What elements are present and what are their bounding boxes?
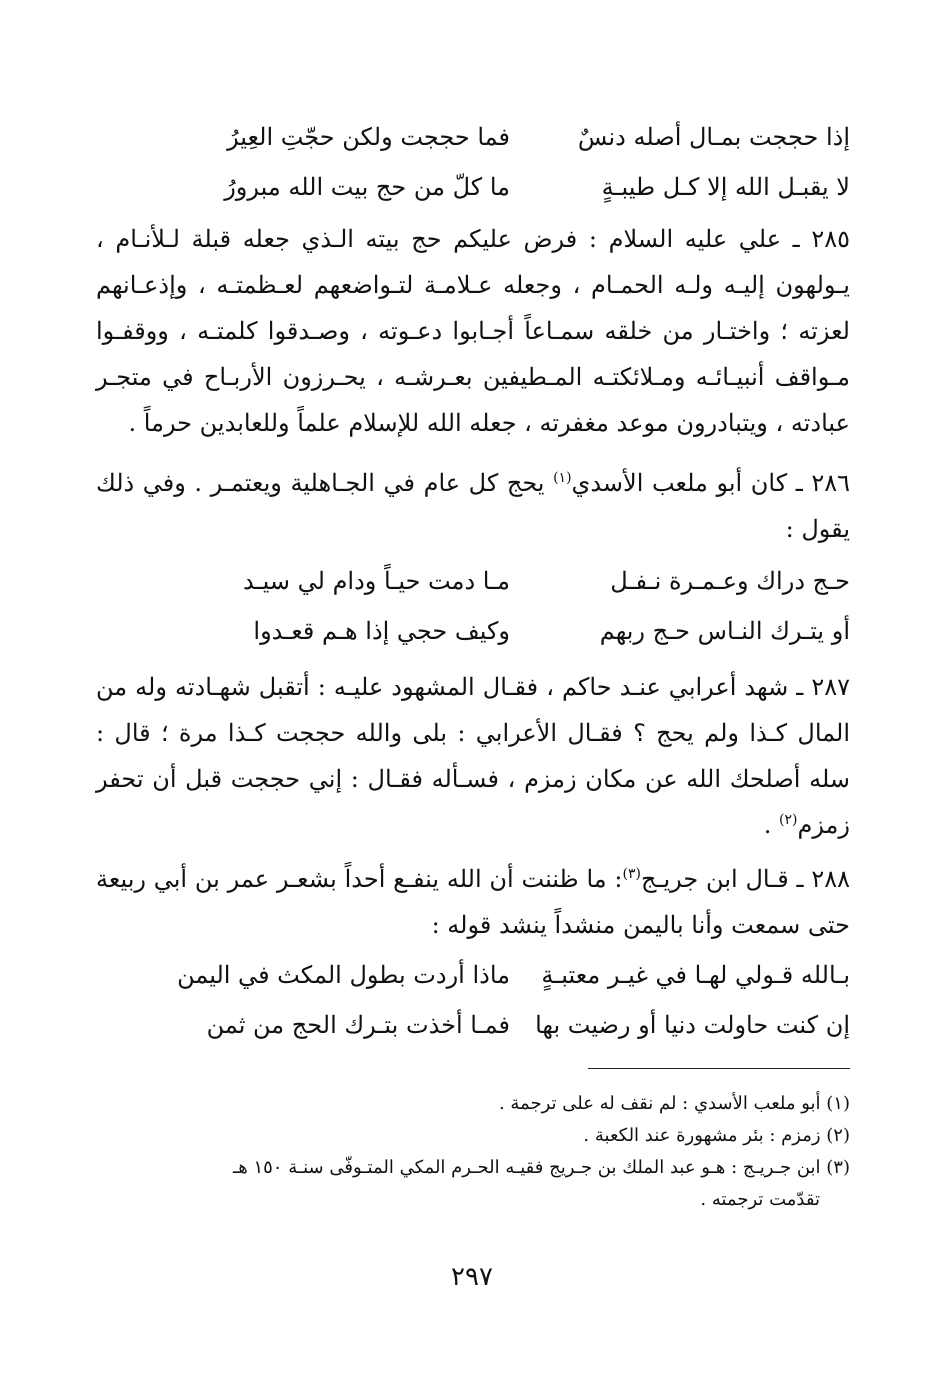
verse-first-hemistich: إذا حججت بمـال أصله دنسٌ xyxy=(577,123,850,151)
verse-first-hemistich: بـالله قـولي لهـا في غيـر معتبـةٍ xyxy=(541,961,850,989)
verse-first-hemistich: أو يتـرك النـاس حـج ربهم xyxy=(599,617,850,645)
verse-row xyxy=(96,606,850,656)
verse-second-hemistich: مـا دمت حيـاً ودام لي سيـد xyxy=(243,567,510,595)
verse-second-hemistich: فما حججت ولكن حجّتِ العِيرُ xyxy=(227,123,510,151)
verse-row xyxy=(96,162,850,212)
poem-3 xyxy=(96,950,850,1050)
paragraph-text xyxy=(96,856,850,948)
footnotes xyxy=(96,1088,850,1216)
paragraph-text-part: يحج كل عام في الجـاهلية ويعتمـر . وفي ذلك يقول : xyxy=(96,469,850,543)
verse-row xyxy=(96,950,850,1000)
verse-row xyxy=(96,112,850,162)
footnote-3: (٣) ابن جـريـج : هـو عبد الملك بن جـريج فقيـه الحـرم المكي المتـوفّى سنـة ١٥٠ هـ xyxy=(232,1157,850,1178)
paragraph-text-part: ٢٨٦ ـ كان أبو ملعب الأسدي xyxy=(571,469,850,497)
paragraph-text xyxy=(96,460,850,552)
verse-second-hemistich: ما كلّ من حج بيت الله مبرورُ xyxy=(224,173,510,201)
footnote-2: (٢) زمزم : بئر مشهورة عند الكعبة . xyxy=(583,1125,850,1146)
paragraph-text-part: : ما ظننت أن الله ينفـع أحداً بشعـر عمر بن أبي ربيعة حتى سمعت وأنا باليمن منشداً ينشد قوله : xyxy=(96,865,850,939)
footnote-3-continuation: تقدّمت ترجمته . xyxy=(700,1189,820,1210)
paragraph-text xyxy=(96,664,850,848)
verse-first-hemistich: حـج دراك وعـمـرة نـفـل xyxy=(610,567,850,595)
page-number: ٢٩٧ xyxy=(451,1262,493,1292)
paragraph-287 xyxy=(96,664,850,848)
poem-1 xyxy=(96,112,850,212)
verse-first-hemistich: لا يقبـل الله إلا كـل طيبـةٍ xyxy=(601,173,850,201)
verse-second-hemistich: فمـا أخذت بتـرك الحج من ثمن xyxy=(206,1011,510,1039)
footnote-1: (١) أبو ملعب الأسدي : لم نقف له على ترجمة . xyxy=(498,1093,850,1114)
footnote-ref: (١) xyxy=(553,470,572,486)
paragraph-285 xyxy=(96,216,850,446)
paragraph-text-part: ٢٨٨ ـ قـال ابن جريـج xyxy=(640,865,850,893)
footnote-divider xyxy=(588,1068,850,1069)
poem-2 xyxy=(96,556,850,656)
footnote-ref: (٢) xyxy=(778,812,798,828)
paragraph-text: ٢٨٥ ـ علي عليه السلام : فرض عليكم حج بيته الـذي جعله قبلة لـلأنـام ، يـولهون إليـه ولـه الحمـام ، وجعله عـلامـة لتـواضعهم لعـظمتـه ، وإذعـانهم لعزته ؛ واختـار من خلقه سمـاعاً أجـابوا دعـوته ، وصـدقوا كلمتـه ، ووقفـوا مـواقف أنبيـائـه ومـلائكتـه المـطيفين بعـرشـه ، يحـرزون الأربـاح في متجـر عبادته ، ويتبادرون موعد مغفرته ، جعله الله للإسلام علماً وللعابدين حرماً . xyxy=(96,225,850,437)
footnote-ref: (٣) xyxy=(622,866,641,882)
verse-second-hemistich: وكيف حجي إذا هـم قعـدوا xyxy=(253,617,510,645)
verse-second-hemistich: ماذا أردت بطول المكث في اليمن xyxy=(177,961,510,989)
verse-row xyxy=(96,556,850,606)
paragraph-286 xyxy=(96,460,850,552)
paragraph-text-part: ٢٨٧ ـ شهد أعرابي عنـد حاكم ، فقـال المشهود عليـه : أتقبل شهـادته وله من المال كـذا ولم يحج ؟ فقـال الأعرابي : بلى والله حججت كـذا مرة ؛ قال : سله أصلحك الله عن مكان زمزم ، فسـأله فقـال : إني حججت قبل أن تحفر زمزم xyxy=(96,673,850,839)
paragraph-288 xyxy=(96,856,850,948)
paragraph-text-part: . xyxy=(763,811,779,839)
verse-first-hemistich: إن كنت حاولت دنيا أو رضيت بها xyxy=(535,1011,850,1039)
verse-row xyxy=(96,1000,850,1050)
